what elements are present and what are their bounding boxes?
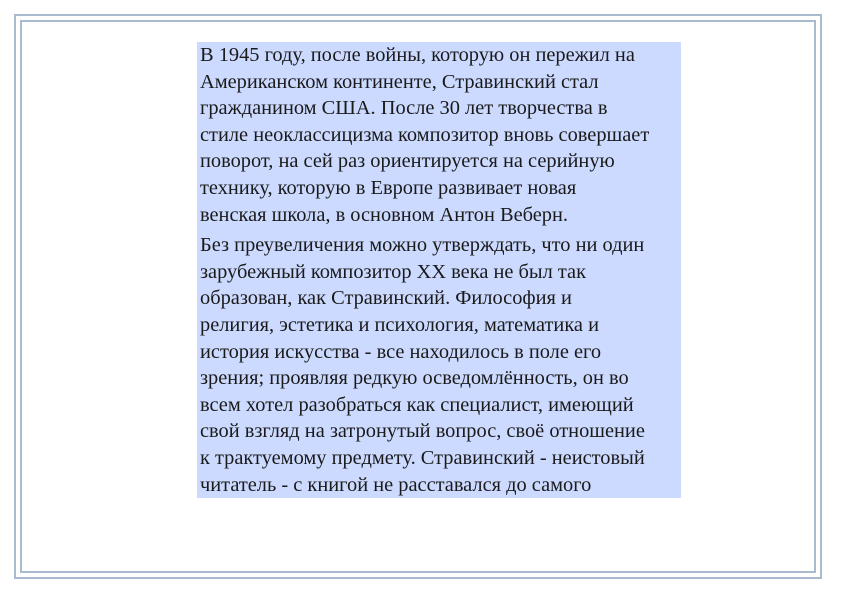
text-line: зрения; проявляя редкую осведомлённость, он во [200,367,629,390]
text-line: религия, эстетика и психология, математика и [200,313,599,336]
text-line: Американском континенте, Стравинский стал [200,70,599,93]
paragraph-1 [200,42,678,228]
text-line: история искусства - все находилось в поле его [200,340,602,363]
text-line: В 1945 году, после войны, которую он пережил на [200,44,635,66]
text-line: свой взгляд на затронутый вопрос, своё отношение [200,420,645,443]
paragraph-2 [200,232,678,498]
text-line: стиле неоклассицизма композитор вновь совершает [200,123,650,146]
text-box [197,42,681,498]
text-line: к трактуемому предмету. Стравинский - неистовый [200,446,645,469]
text-line: поворот, на сей раз ориентируется на серийную [200,150,615,173]
text-line: гражданином США. После 30 лет творчества в [200,97,608,120]
text-line: образован, как Стравинский. Философия и [200,287,572,310]
text-line: венская школа, в основном Антон Веберн. [200,203,568,226]
text-line: читатель - с книгой не расставался до самого [200,473,592,496]
text-line: всем хотел разобраться как специалист, имеющий [200,393,634,416]
text-line: Без преувеличения можно утверждать, что ни один [200,234,645,257]
text-line: зарубежный композитор XX века не был так [200,260,586,283]
text-line: технику, которую в Европе развивает новая [200,176,577,199]
